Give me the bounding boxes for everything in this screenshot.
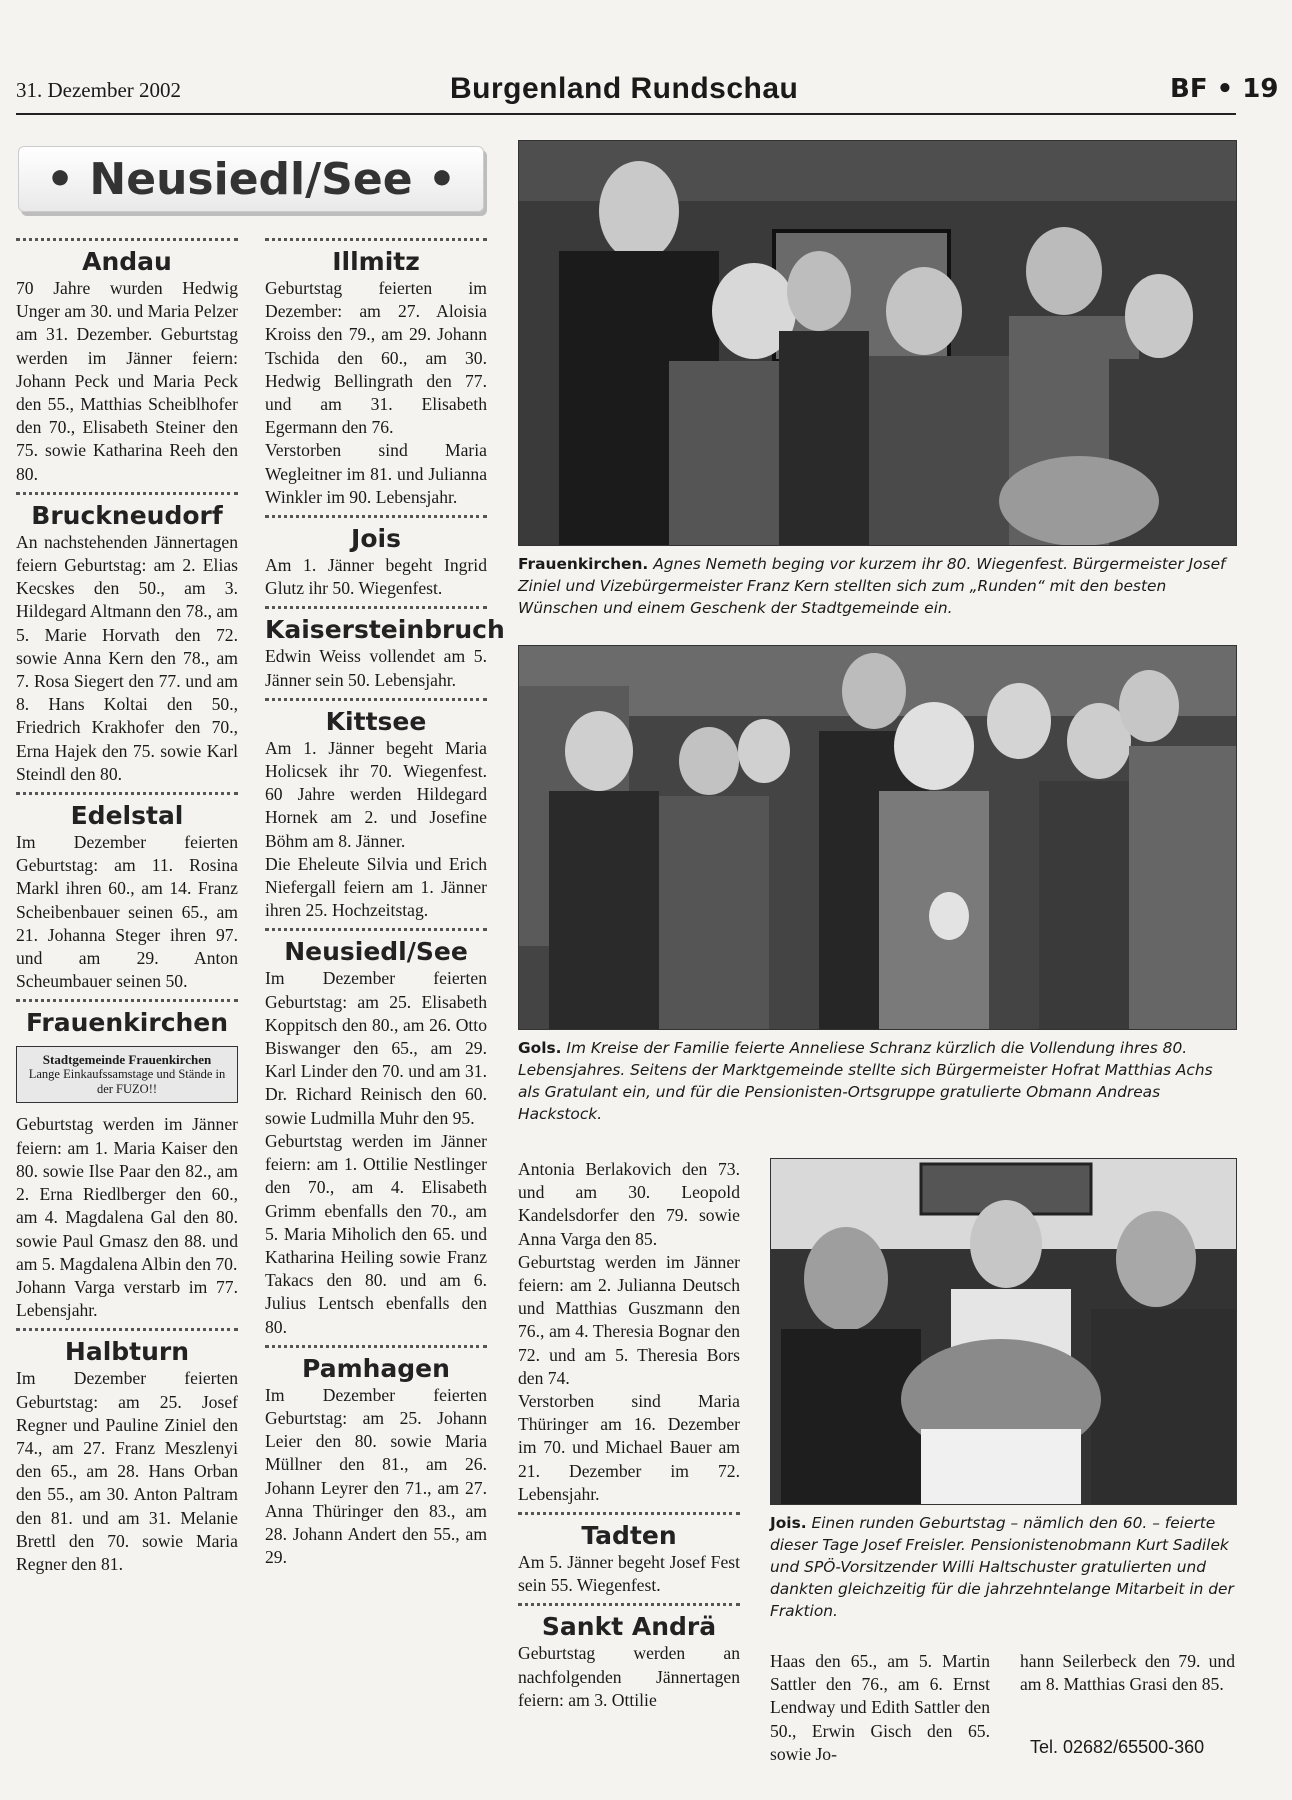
photo-jois [770,1158,1237,1505]
heading-frauenkirchen: Frauenkirchen [16,999,238,1038]
photo-gols [518,645,1237,1030]
text-tadten: Am 5. Jänner begeht Josef Fest sein 55. Wiegenfest. [518,1552,740,1596]
text-pamhagen: Im Dezember feierten Geburtstag: am 25. Johann Leier den 80. sowie Maria Müllner den 81., am 26. Johann Leyrer den 71., am 27. Anna Thüringer den 83., am 28. Johann Andert den 55., am 29. [265,1384,487,1568]
column-1 [16,238,238,1576]
caption-text-1: Agnes Nemeth beging vor kurzem ihr 80. Wiegenfest. Bürgermeister Josef Ziniel und Vizebürgermeister Franz Kern stellten sich zum „Runden“ mit den besten Wünschen und einem Geschenk der Stadtgemeinde ein. [518,555,1226,617]
heading-pamhagen: Pamhagen [265,1345,487,1384]
heading-jois: Jois [265,515,487,554]
heading-bruckneudorf: Bruckneudorf [16,492,238,531]
text-kaisersteinbruch: Edwin Weiss vollendet am 5. Jänner sein 50. Lebensjahr. [265,646,487,690]
text-pamhagen-cont-1: Antonia Berlakovich den 73. und am 30. Leopold Kandelsdorfer den 79. sowie Anna Varga den 85. [518,1159,740,1249]
heading-illmitz: Illmitz [265,238,487,277]
issue-date: 31. Dezember 2002 [16,78,182,102]
caption-place-2: Gols. [518,1039,562,1057]
caption-place-1: Frauenkirchen. [518,555,649,573]
text-neusiedl-1: Im Dezember feierten Geburtstag: am 25. Elisabeth Koppitsch den 80., am 26. Otto Biswanger den 65., am 29. Karl Linder den 70. und am 31. Dr. Richard Reinisch den 60. sowie Ludmilla Muhr den 95. [265,968,487,1128]
caption-text-2: Im Kreise der Familie feierte Anneliese Schranz kürzlich die Vollendung ihres 80. Lebensjahres. Seitens der Marktgemeinde stellte sich Bürgermeister Hofrat Matthias Achs als Gratulant ein, und für die Pensionisten-Ortsgruppe gratulierte Obmann Andreas Hackstock. [518,1039,1213,1123]
text-bruckneudorf: An nachstehenden Jännertagen feiern Geburtstag: am 2. Elias Kecskes den 50., am 3. Hildegard Altmann den 78., am 5. Marie Horvath den 72. sowie Anna Kern den 78., am 7. Rosa Siegert den 77. und am 8. Hans Koltai den 50., Friedrich Krakhofer den 70., Erna Hajek den 75. sowie Karl Steindl den 80. [16,531,238,784]
text-pamhagen-cont-3: Verstorben sind Maria Thüringer am 16. Dezember im 70. und Michael Bauer am 21. Dezember im 72. Lebensjahr. [518,1391,740,1504]
photo-frauenkirchen [518,140,1237,546]
notice-box [16,1046,238,1103]
text-jois: Am 1. Jänner begeht Ingrid Glutz ihr 50. Wiegenfest. [265,555,487,599]
heading-halbturn: Halbturn [16,1328,238,1367]
text-frauenkirchen-1: Geburtstag werden im Jänner feiern: am 1. Maria Kaiser den 80. sowie Ilse Paar den 82., am 2. Erna Riedlberger den 60., am 4. Magdalena Gal den 80. sowie Paul Gmasz den 88. und am 5. Magdalena Albin den 70. [16,1114,238,1274]
text-kittsee-1: Am 1. Jänner begeht Maria Holicsek ihr 70. Wiegenfest. 60 Jahre werden Hildegard Hornek am 2. und Josefine Böhm am 8. Jänner. [265,737,487,851]
caption-gols [518,1037,1238,1125]
text-illmitz-2: Verstorben sind Maria Wegleitner im 81. und Julianna Winkler im 90. Lebensjahr. [265,440,487,507]
section-banner: • Neusiedl/See • [18,146,484,212]
column-3 [518,1158,740,1712]
caption-text-3: Einen runden Geburtstag – nämlich den 60. – feierte dieser Tage Josef Freisler. Pensionistenobmann Kurt Sadilek und SPÖ-Vorsitzender Willi Haltschuster gratulierten und dankten gleichzeitig für die jahrzehntelange Mitarbeit in der Fraktion. [770,1514,1234,1620]
heading-tadten: Tadten [518,1512,740,1551]
text-andau: 70 Jahre wurden Hedwig Unger am 30. und Maria Pelzer am 31. Dezember. Geburtstag werden im Jänner feiern: Johann Peck und Maria Peck den 55., Matthias Scheiblhofer den 70., Elisabeth Steiner den 75. sowie Katharina Reeh den 80. [16,278,238,484]
heading-andau: Andau [16,238,238,277]
text-illmitz-1: Geburtstag feierten im Dezember: am 27. Aloisia Kroiss den 79., am 29. Johann Tschida den 60., am 30. Hedwig Bellingrath den 77. und am 31. Elisabeth Egermann den 76. [265,278,487,438]
telephone-number: Tel. 02682/65500-360 [1030,1737,1205,1757]
column-5 [1020,1650,1235,1696]
heading-sankt-andrae: Sankt Andrä [518,1603,740,1642]
text-sankt-andrae-cont-2: hann Seilerbeck den 79. und am 8. Matthias Grasi den 85. [1020,1651,1235,1695]
text-sankt-andrae-cont-1: Haas den 65., am 5. Martin Sattler den 76., am 6. Ernst Lendway und Edith Sattler den 50., Erwin Gisch den 65. sowie Jo- [770,1651,990,1764]
text-sankt-andrae: Geburtstag werden an nachfolgenden Jännertagen feiern: am 3. Ottilie [518,1643,740,1710]
caption-frauenkirchen [518,553,1238,619]
text-frauenkirchen-2: Johann Varga verstarb im 77. Lebensjahr. [16,1276,238,1321]
caption-place-3: Jois. [770,1514,807,1532]
heading-kittsee: Kittsee [265,698,487,737]
text-neusiedl-2: Geburtstag werden im Jänner feiern: am 1. Ottilie Nestlinger den 70., am 4. Elisabeth Grimm ebenfalls den 70., am 5. Maria Miholich den 65. und Katharina Heiling sowie Franz Takacs den 80. und am 6. Julius Lentsch ebenfalls den 80. [265,1130,487,1337]
text-edelstal: Im Dezember feierten Geburtstag: am 11. Rosina Markl ihren 60., am 14. Franz Scheibenbauer seinen 65., am 21. Johanna Steger ihren 97. und am 29. Anton Scheumbauer seinen 50. [16,832,238,992]
header-rule [16,113,1236,115]
heading-edelstal: Edelstal [16,792,238,831]
notice-title: Stadtgemeinde Frauenkirchen [42,1052,212,1068]
text-kittsee-2: Die Eheleute Silvia und Erich Niefergall feiern am 1. Jänner ihren 25. Hochzeitstag. [265,853,487,921]
caption-jois [770,1512,1236,1622]
text-pamhagen-cont-2: Geburtstag werden im Jänner feiern: am 2. Julianna Deutsch und Matthias Guszmann den 76., am 4. Theresia Bognar den 72. und am 5. Theresia Bors den 74. [518,1251,740,1388]
heading-neusiedl: Neusiedl/See [265,928,487,967]
column-2 [265,238,505,1569]
heading-kaisersteinbruch: Kaisersteinbruch [265,606,487,645]
notice-text: Lange Einkaufssamstage und Stände in der FUZO!! [28,1067,226,1097]
page-number: BF • 19 [1170,74,1279,104]
column-4 [770,1650,990,1766]
text-halbturn: Im Dezember feierten Geburtstag: am 25. Josef Regner und Pauline Ziniel den 74., am 27. Franz Meszlenyi den 65., am 28. Hans Orban den 55., am 30. Anton Paltram den 81. und am 31. Melanie Brettl den 70. sowie Maria Regner den 81. [16,1368,238,1574]
newspaper-title: Burgenland Rundschau [450,72,799,105]
